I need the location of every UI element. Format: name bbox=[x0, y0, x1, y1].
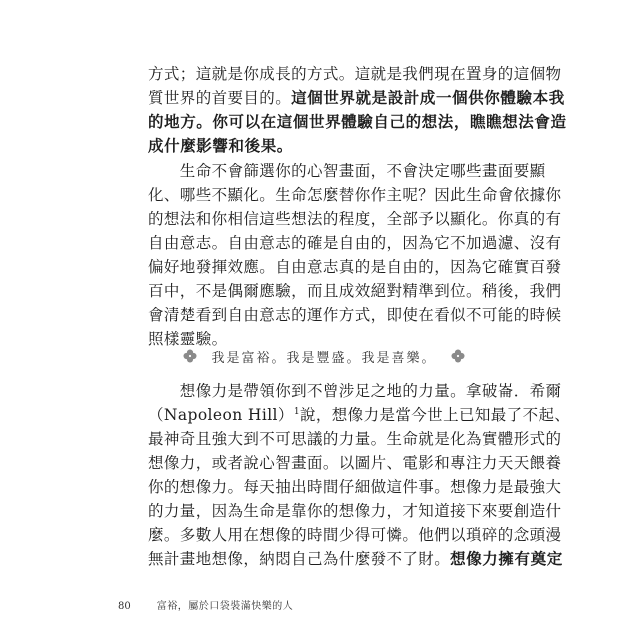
page-number: 80 bbox=[118, 601, 131, 612]
text-line: 想像力，或者說心智畫面。以圖片、電影和專注力天天餵養 bbox=[148, 454, 562, 472]
text-line: 照樣靈驗。 bbox=[148, 330, 228, 348]
bold-text-segment: 成什麼影響和後果。 bbox=[148, 137, 293, 155]
text-segment: 方式；這就是你成長的方式。這就是我們現在置身的這個物 bbox=[148, 65, 562, 83]
text-line: 想像力是帶領你到不曾涉足之地的力量。拿破崙．希爾 bbox=[148, 382, 562, 400]
text-line bbox=[148, 88, 565, 108]
bold-text-segment: 想像力擁有奠定 bbox=[450, 550, 563, 568]
text-line: 生命不會篩選你的心智畫面，不會決定哪些畫面要顯 bbox=[148, 162, 546, 180]
text-segment: （Napoleon Hill） bbox=[148, 406, 294, 424]
text-line bbox=[148, 549, 563, 569]
text-segment: 說，想像力是當今世上已知最了不起、 bbox=[299, 406, 571, 424]
text-line: 的力量，因為生命是靠你的想像力，才知道接下來要創造什 bbox=[148, 502, 562, 520]
clover-icon bbox=[451, 349, 465, 363]
text-line: 最神奇且強大到不可思議的力量。生命就是化為實體形式的 bbox=[148, 430, 562, 448]
text-line: 化、哪些不顯化。生命怎麼替你作主呢？因此生命會依據你 bbox=[148, 186, 562, 204]
running-title: 富裕，屬於口袋裝滿快樂的人 bbox=[156, 601, 294, 612]
text-line bbox=[148, 112, 567, 132]
footnote-marker: 1 bbox=[293, 406, 300, 417]
text-line: 麼。多數人用在想像的時間少得可憐。他們以瑣碎的念頭漫 bbox=[148, 526, 562, 544]
text-line: 會清楚看到自由意志的運作方式，即使在看似不可能的時候 bbox=[148, 306, 562, 324]
text-line bbox=[148, 64, 562, 84]
affirmation-text: 我是富裕。我是豐盛。我是喜樂。 bbox=[211, 350, 437, 366]
text-line bbox=[148, 136, 500, 156]
text-line bbox=[148, 405, 571, 425]
bold-text-segment: 的地方。你可以在這個世界體驗自己的想法，瞧瞧想法會造 bbox=[148, 113, 567, 131]
text-line: 自由意志。自由意志的確是自由的，因為它不加過濾、沒有 bbox=[148, 234, 562, 252]
text-segment: 無計畫地想像，納悶自己為什麼發不了財。 bbox=[148, 550, 451, 568]
bold-text-segment: 這個世界就是設計成一個供你體驗本我 bbox=[291, 89, 565, 107]
text-line: 的想法和你相信這些想法的程度，全部予以顯化。你真的有 bbox=[148, 210, 562, 228]
section-divider bbox=[148, 345, 500, 367]
text-segment: 質世界的首要目的。 bbox=[148, 89, 292, 107]
clover-icon bbox=[183, 349, 197, 363]
page-footer bbox=[118, 597, 293, 612]
text-line: 你的想像力。每天抽出時間仔細做這件事。想像力是最強大 bbox=[148, 478, 562, 496]
text-line: 百中，不是偶爾應驗，而且成效絕對精準到位。稍後，我們 bbox=[148, 282, 562, 300]
text-line: 偏好地發揮效應。自由意志真的是自由的，因為它確實百發 bbox=[148, 258, 562, 276]
